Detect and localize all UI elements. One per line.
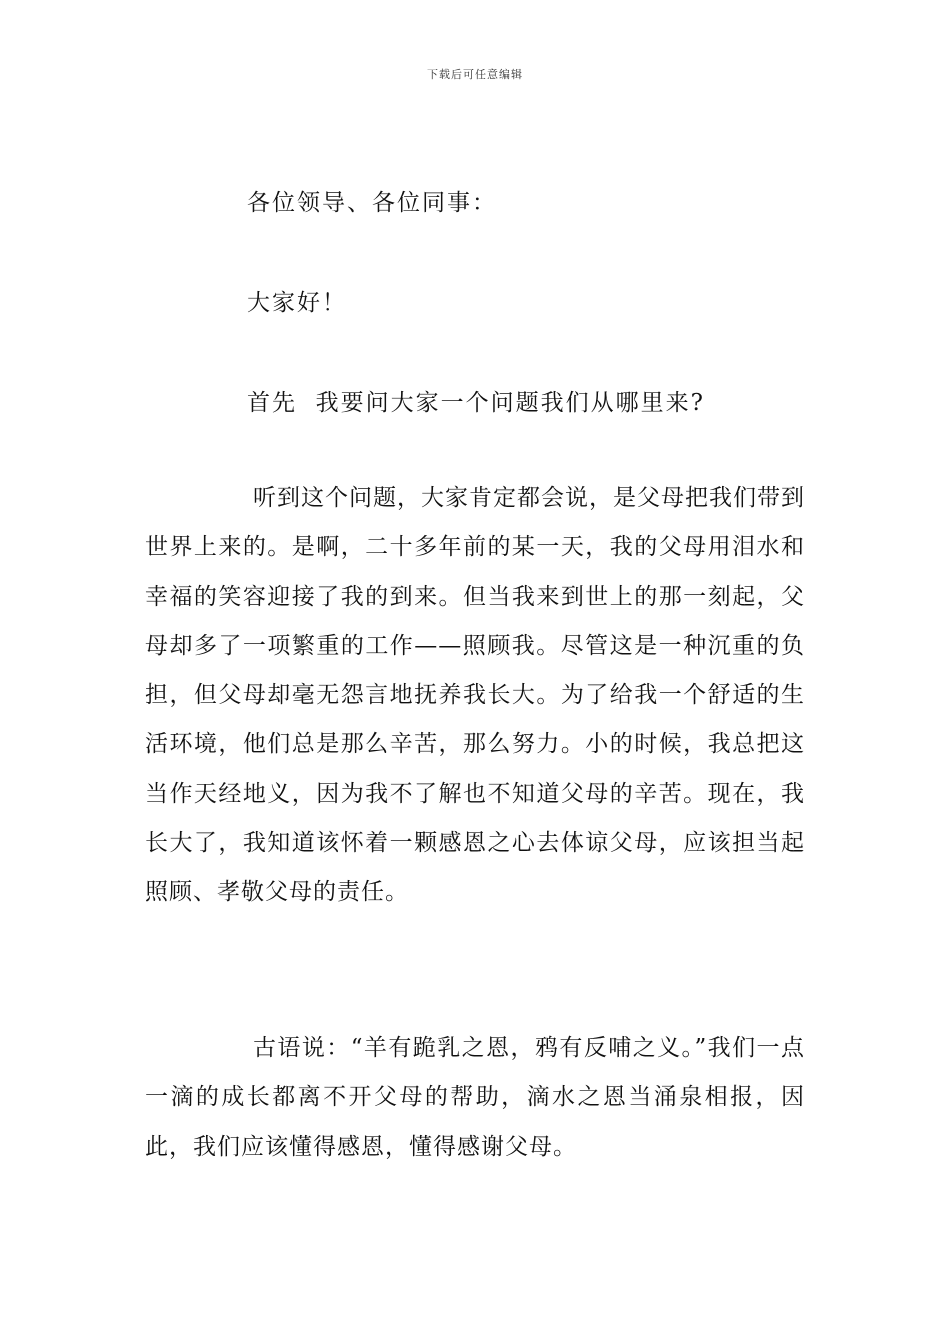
header-note: 下载后可任意编辑 bbox=[427, 68, 523, 81]
salutation-line: 各位领导、各位同事： bbox=[247, 190, 497, 216]
question-line: 首先 我要问大家一个问题我们从哪里来? bbox=[247, 390, 705, 416]
body-paragraph: 古语说：“羊有跪乳之恩，鸦有反哺之义。”我们一点一滴的成长都离不开父母的帮助，滴水之恩当涌泉相报，因此，我们应该懂得感恩，懂得感谢父母。 bbox=[145, 1035, 805, 1160]
body-paragraph: 听到这个问题，大家肯定都会说，是父母把我们带到世界上来的。是啊，二十多年前的某一天，我的父母用泪水和幸福的笑容迎接了我的到来。但当我来到世上的那一刻起，父母却多了一项繁重的工作——照顾我。尽管这是一种沉重的负担，但父母却毫无怨言地抚养我长大。为了给我一个舒适的生活环境，他们总是那么辛苦，那么努力。小的时候，我总把这当作天经地义，因为我不了解也不知道父母的辛苦。现在，我长大了，我知道该怀着一颗感恩之心去体谅父母，应该担当起照顾、孝敬父母的责任。 bbox=[145, 485, 805, 906]
greeting-line: 大家好！ bbox=[247, 290, 347, 316]
